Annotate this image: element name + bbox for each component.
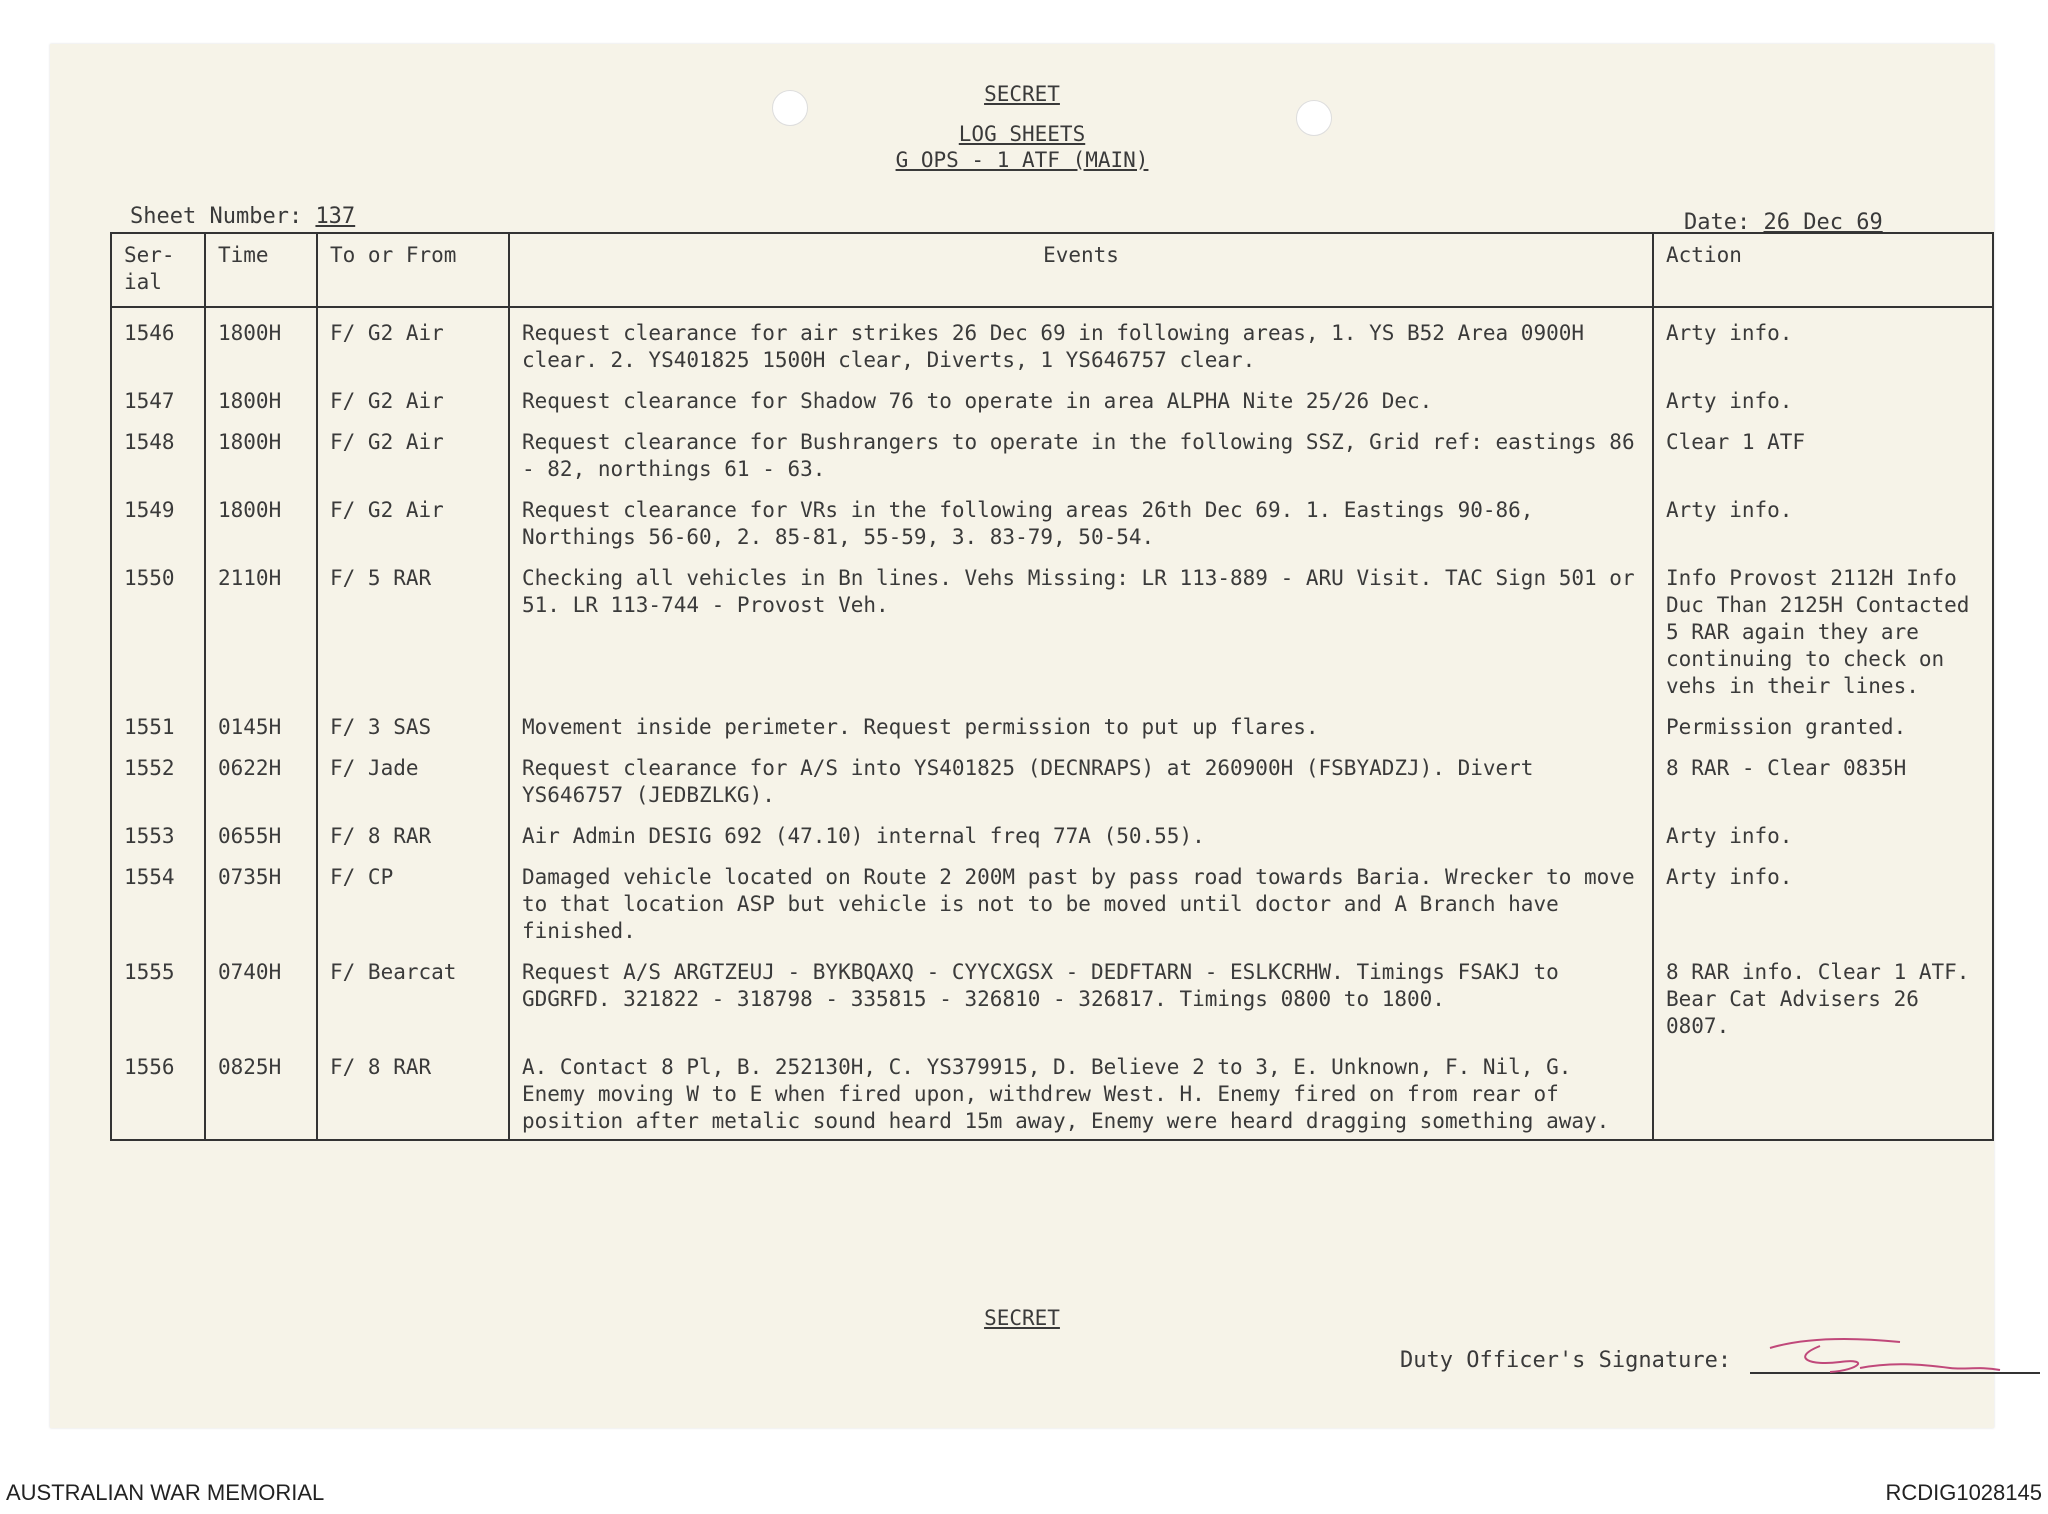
cell-serial: 1546: [111, 307, 205, 382]
cell-events: Request clearance for air strikes 26 Dec 69 in following areas, 1. YS B52 Area 0900H clear. 2. YS401825 1500H clear, Diverts, 1 YS646757 clear.: [509, 307, 1653, 382]
sheet-number-label: Sheet Number:: [130, 204, 303, 229]
cell-action: [1653, 1048, 1993, 1140]
table-row: [111, 858, 1993, 953]
cell-events: Request clearance for A/S into YS401825 (DECNRAPS) at 260900H (FSBYADZJ). Divert YS646757 (JEDBZLKG).: [509, 749, 1653, 817]
cell-action: Arty info.: [1653, 491, 1993, 559]
cell-serial: 1556: [111, 1048, 205, 1140]
archive-institution: AUSTRALIAN WAR MEMORIAL: [6, 1480, 325, 1505]
cell-time: 0655H: [205, 817, 317, 858]
cell-to-from: F/ 3 SAS: [317, 708, 509, 749]
cell-events: Checking all vehicles in Bn lines. Vehs Missing: LR 113-889 - ARU Visit. TAC Sign 501 or 51. LR 113-744 - Provost Veh.: [509, 559, 1653, 708]
cell-time: 1800H: [205, 491, 317, 559]
signature-mark: [1750, 1328, 2030, 1378]
table-row: [111, 491, 1993, 559]
cell-time: 0740H: [205, 953, 317, 1048]
cell-serial: 1553: [111, 817, 205, 858]
table-row: [111, 382, 1993, 423]
col-time-header: Time: [205, 233, 317, 307]
cell-time: 0825H: [205, 1048, 317, 1140]
cell-serial: 1550: [111, 559, 205, 708]
cell-serial: 1555: [111, 953, 205, 1048]
cell-time: 0145H: [205, 708, 317, 749]
table-row: [111, 1048, 1993, 1140]
cell-to-from: F/ G2 Air: [317, 423, 509, 491]
cell-time: 1800H: [205, 382, 317, 423]
cell-serial: 1554: [111, 858, 205, 953]
cell-to-from: F/ G2 Air: [317, 382, 509, 423]
table-row: [111, 307, 1993, 382]
cell-action: Clear 1 ATF: [1653, 423, 1993, 491]
table-header-row: [111, 233, 1993, 307]
cell-events: Request A/S ARGTZEUJ - BYKBQAXQ - CYYCXGSX - DEDFTARN - ESLKCRHW. Timings FSAKJ to GDGRFD. 321822 - 318798 - 335815 - 326810 - 326817. Timings 0800 to 1800.: [509, 953, 1653, 1048]
cell-serial: 1552: [111, 749, 205, 817]
cell-action: 8 RAR - Clear 0835H: [1653, 749, 1993, 817]
cell-action: Arty info.: [1653, 307, 1993, 382]
cell-serial: 1548: [111, 423, 205, 491]
cell-to-from: F/ G2 Air: [317, 491, 509, 559]
cell-serial: 1551: [111, 708, 205, 749]
cell-action: Permission granted.: [1653, 708, 1993, 749]
cell-action: Arty info.: [1653, 382, 1993, 423]
classification-bottom: SECRET: [984, 1306, 1060, 1330]
cell-serial: 1547: [111, 382, 205, 423]
cell-to-from: F/ CP: [317, 858, 509, 953]
signature-label: Duty Officer's Signature:: [1400, 1348, 1732, 1373]
cell-action: Arty info.: [1653, 858, 1993, 953]
col-events-header: Events: [509, 233, 1653, 307]
cell-time: 0735H: [205, 858, 317, 953]
table-row: [111, 817, 1993, 858]
cell-to-from: F/ 8 RAR: [317, 817, 509, 858]
cell-to-from: F/ Jade: [317, 749, 509, 817]
table-row: [111, 708, 1993, 749]
cell-action: 8 RAR info. Clear 1 ATF. Bear Cat Advisers 26 0807.: [1653, 953, 1993, 1048]
table-row: [111, 953, 1993, 1048]
cell-time: 0622H: [205, 749, 317, 817]
cell-action: Arty info.: [1653, 817, 1993, 858]
cell-time: 1800H: [205, 307, 317, 382]
cell-to-from: F/ Bearcat: [317, 953, 509, 1048]
col-serial-header: Ser-ial: [111, 233, 205, 307]
cell-events: Request clearance for VRs in the following areas 26th Dec 69. 1. Eastings 90-86, Northings 56-60, 2. 85-81, 55-59, 3. 83-79, 50-54.: [509, 491, 1653, 559]
sheet-number-value: 137: [315, 204, 356, 229]
cell-events: A. Contact 8 Pl, B. 252130H, C. YS379915, D. Believe 2 to 3, E. Unknown, F. Nil, G. Enemy moving W to E when fired upon, withdrew West. H. Enemy fired on from rear of position after metalic sound heard 15m away, Enemy were heard dragging something away.: [509, 1048, 1653, 1140]
log-sheet-page: [50, 44, 1994, 1428]
cell-events: Request clearance for Bushrangers to operate in the following SSZ, Grid ref: eastings 86 - 82, northings 61 - 63.: [509, 423, 1653, 491]
col-action-header: Action: [1653, 233, 1993, 307]
cell-time: 1800H: [205, 423, 317, 491]
cell-time: 2110H: [205, 559, 317, 708]
archive-reference: RCDIG1028145: [1885, 1480, 2042, 1505]
sheet-number: [130, 204, 355, 229]
cell-to-from: F/ 8 RAR: [317, 1048, 509, 1140]
log-table: [110, 232, 1994, 1141]
table-row: [111, 559, 1993, 708]
document-subtitle: G OPS - 1 ATF (MAIN): [895, 148, 1149, 172]
cell-action: Info Provost 2112H Info Duc Than 2125H Contacted 5 RAR again they are continuing to check on vehs in their lines.: [1653, 559, 1993, 708]
date-label: Date:: [1684, 210, 1751, 235]
cell-to-from: F/ 5 RAR: [317, 559, 509, 708]
cell-events: Damaged vehicle located on Route 2 200M past by pass road towards Baria. Wrecker to move to that location ASP but vehicle is not to be moved until doctor and A Branch have finished.: [509, 858, 1653, 953]
cell-events: Air Admin DESIG 692 (47.10) internal freq 77A (50.55).: [509, 817, 1653, 858]
table-row: [111, 423, 1993, 491]
table-row: [111, 749, 1993, 817]
classification-top: SECRET: [984, 82, 1060, 106]
cell-to-from: F/ G2 Air: [317, 307, 509, 382]
date-value: 26 Dec 69: [1763, 210, 1883, 235]
cell-events: Request clearance for Shadow 76 to operate in area ALPHA Nite 25/26 Dec.: [509, 382, 1653, 423]
col-to-from-header: To or From: [317, 233, 509, 307]
cell-events: Movement inside perimeter. Request permission to put up flares.: [509, 708, 1653, 749]
document-title: LOG SHEETS: [958, 122, 1086, 146]
cell-serial: 1549: [111, 491, 205, 559]
